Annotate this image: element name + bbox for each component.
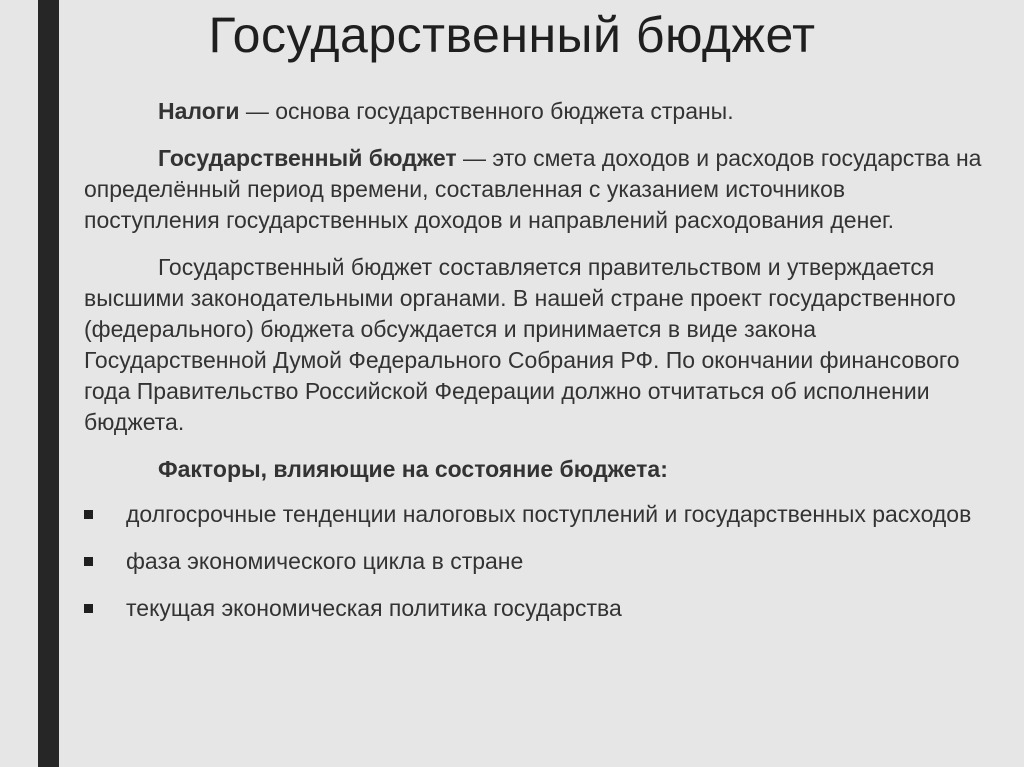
factor-text: долгосрочные тенденции налоговых поступлений и государственных расходов: [126, 501, 972, 527]
factors-heading: Факторы, влияющие на состояние бюджета:: [158, 456, 668, 482]
slide-title: Государственный бюджет: [208, 7, 816, 63]
list-item: [80, 593, 980, 624]
slide-side-bar: [38, 0, 59, 767]
square-bullet-icon: [84, 604, 93, 613]
factor-text: фаза экономического цикла в стране: [126, 548, 524, 574]
paragraph-budget-definition: [84, 143, 984, 236]
list-item: [80, 499, 980, 530]
factors-list: [80, 499, 980, 624]
factor-text: текущая экономическая политика государства: [126, 595, 622, 621]
paragraph-budget-process: [84, 252, 984, 438]
slide-body: [84, 96, 984, 640]
paragraph-budget-process-text: Государственный бюджет составляется правительством и утверждается высшими законодательными органами. В нашей стране проект государственного (федерального) бюджета обсуждается и принимается в виде закона Государственной Думой Федерального Собрания РФ. По окончании финансового года Правительство Российской Федерации должно отчитаться об исполнении бюджета.: [84, 254, 960, 435]
square-bullet-icon: [84, 510, 93, 519]
term-taxes: Налоги: [158, 98, 240, 124]
paragraph-budget-definition-text: — это смета доходов и расходов государства на определённый период времени, составленная с указанием источников поступления государственных доходов и направлений расходования денег.: [84, 145, 982, 233]
paragraph-taxes-text: — основа государственного бюджета страны.: [239, 98, 734, 124]
list-item: [80, 546, 980, 577]
square-bullet-icon: [84, 557, 93, 566]
term-state-budget: Государственный бюджет: [158, 145, 457, 171]
paragraph-taxes: [84, 96, 984, 127]
